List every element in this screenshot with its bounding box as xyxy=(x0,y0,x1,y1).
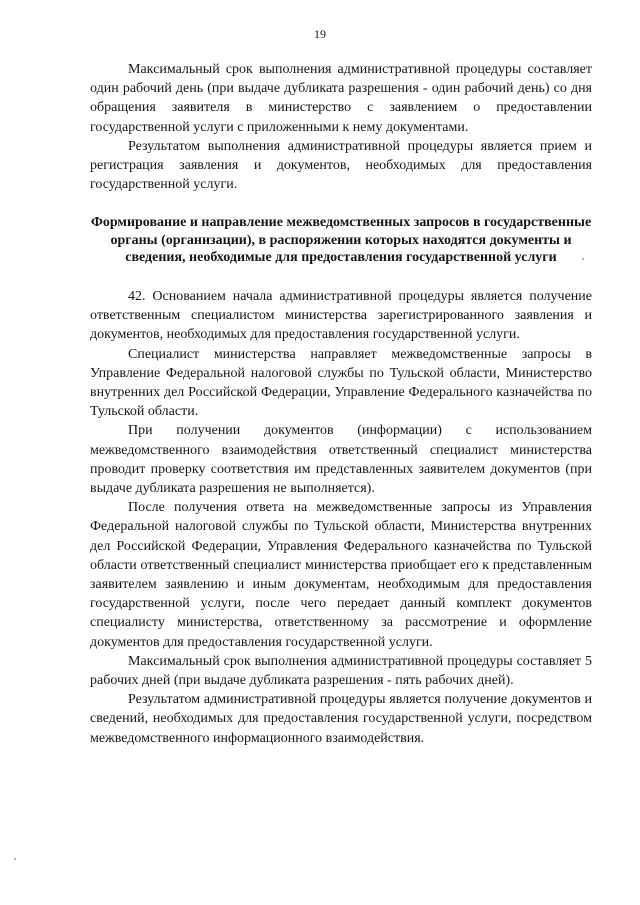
paragraph-42-basis: 42. Основанием начала административной процедуры является получение ответственным специалистом министерства зарегистрированного заявления и документов, необходимых для предоставления государственной услуги. xyxy=(90,288,592,343)
paragraph-max-term-registration: Максимальный срок выполнения административной процедуры составляет один рабочий день (при выдаче дубликата разрешения - один рабочий день) со дня обращения заявителя в министерство с заявлением о предоставлении государственной услуги с приложенными к нему документами. xyxy=(90,62,592,135)
paragraph-max-term-requests: Максимальный срок выполнения административной процедуры составляет 5 рабочих дней (при выдаче дубликата разрешения - пять рабочих дней). xyxy=(90,653,592,688)
paragraph-after-response: После получения ответа на межведомственные запросы из Управления Федеральной налоговой службы по Тульской области, Министерства внутренних дел Российской Федерации, Управления Федерального казначейства по Тульской области ответственный специалист министерства приобщает его к представленным заявителем заявлению и иным документам, необходимым для предоставления государственной услуги, после чего передает данный комплект документов специалисту министерства, ответственному за рассмотрение и оформление документов для предоставления государственной услуги. xyxy=(90,500,592,650)
page-number: 19 xyxy=(314,27,326,41)
document-body xyxy=(90,60,592,748)
paragraph-verification: При получении документов (информации) с использованием межведомственного взаимодействия ответственный специалист министерства проводит проверку соответствия им представленных заявителем документов (при выдаче дубликата разрешения не выполняется). xyxy=(90,423,592,496)
section-heading: Формирование и направление межведомственных запросов в государственные органы (организации), в распоряжении которых находятся документы и сведения, необходимые для предоставления государственной услуги xyxy=(90,215,592,266)
paragraph-requests-result: Результатом административной процедуры является получение документов и сведений, необходимых для предоставления государственной услуги, посредством межведомственного информационного взаимодействия. xyxy=(90,692,592,746)
paragraph-requests-sent: Специалист министерства направляет межведомственные запросы в Управление Федеральной налоговой службы по Тульской области, Министерство внутренних дел Российской Федерации, Управление Федерального казначейства по Тульской области. xyxy=(90,346,592,420)
paragraph-registration-result: Результатом выполнения административной процедуры является прием и регистрация заявления и документов, необходимых для предоставления государственной услуги. xyxy=(90,138,592,193)
scan-speck xyxy=(582,258,584,260)
scan-speck xyxy=(14,858,16,860)
